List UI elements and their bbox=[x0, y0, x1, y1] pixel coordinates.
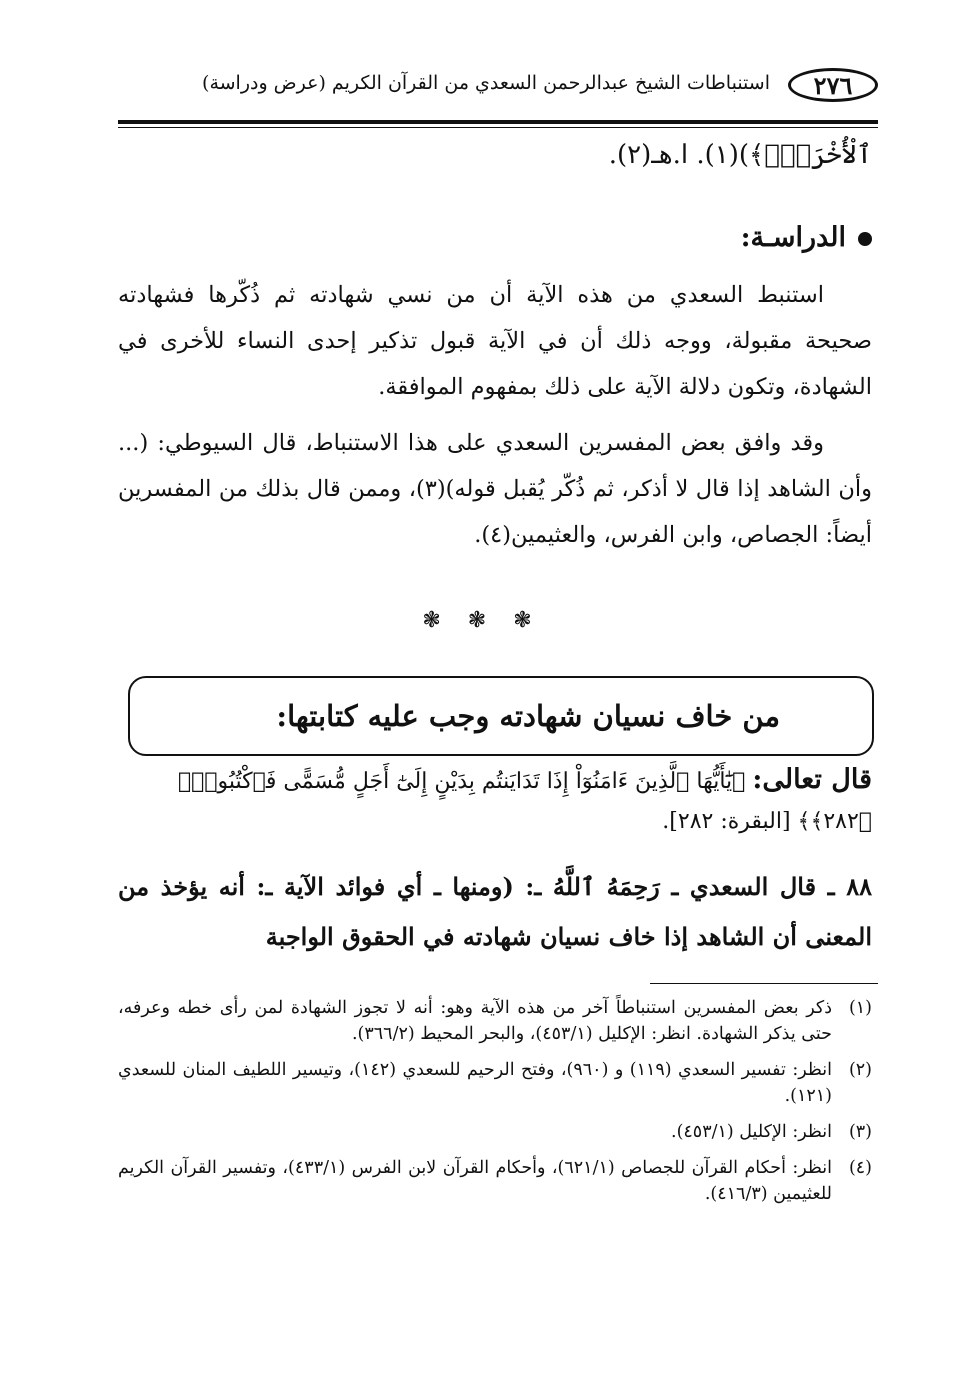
footnote-1 bbox=[118, 995, 872, 1047]
footnote-2 bbox=[118, 1057, 872, 1109]
footnote-text: انظر: تفسير السعدي (١١٩) و (٩٦٠)، وفتح الرحيم للسعدي (١٤٢)، وتيسير اللطيف المنان للسعدي (١٢١). bbox=[118, 1060, 832, 1106]
running-title: استنباطات الشيخ عبدالرحمن السعدي من القرآن الكريم (عرض ودراسة) bbox=[202, 72, 770, 94]
quote-continuation: ٱلْأُخْرَىٰۚ﴾)(١). ا.هـ(٢). bbox=[608, 140, 872, 170]
footnote-text: انظر: الإكليل (٤٥٣/١). bbox=[671, 1122, 832, 1142]
page-number: ٢٧٦ bbox=[788, 68, 878, 102]
footnote-rule bbox=[650, 983, 878, 984]
header-rule-thin bbox=[118, 127, 878, 128]
page-header bbox=[118, 66, 878, 110]
study-heading-text: الدراسـة: bbox=[740, 222, 846, 253]
header-rule-thick bbox=[118, 120, 878, 124]
study-paragraph-2: وقد وافق بعض المفسرين السعدي على هذا الاستنباط، قال السيوطي: (... وأن الشاهد إذا قال لا أذكر، ثم ذُكّر يُقبل قوله)(٣)، وممن قال بذلك من المفسرين أيضاً: الجصاص، وابن الفرس، والعثيمين(٤). bbox=[118, 430, 872, 548]
study-heading bbox=[741, 222, 872, 253]
footnote-4 bbox=[118, 1155, 872, 1207]
footnote-mark: (٢) bbox=[848, 1060, 872, 1080]
verse-intro: قال تعالى: bbox=[752, 764, 872, 795]
study-paragraph-1: استنبط السعدي من هذه الآية أن من نسي شهادته ثم ذُكّرها فشهادته صحيحة مقبولة، ووجه ذلك أن في الآية قبول تذكير إحدى النساء للأخرى في الشهادة، وتكون دلالة الآية على ذلك بمفهوم الموافقة. bbox=[118, 282, 872, 400]
item-88-text: ٨٨ ـ قال السعدي ـ رَحِمَهُ ٱللَّهُ ـ: (ومنها ـ أي فوائد الآية ـ: أنه يؤخذ من المعنى أن الشاهد إذا خاف نسيان شهادته في الحقوق الواجبة bbox=[118, 872, 872, 951]
footnote-mark: (٣) bbox=[848, 1122, 872, 1142]
footnote-text: ذكر بعض المفسرين استنباطاً آخر من هذه الآية وهو: أنه لا تجوز الشهادة لمن رأى خطه وعرفه، حتى يذكر الشهادة. انظر: الإكليل (٤٥٣/١)، والبحر المحيط (٣٦٦/٢). bbox=[118, 998, 832, 1044]
section-separator: ❃ ❃ ❃ bbox=[422, 608, 542, 633]
footnotes bbox=[118, 995, 872, 1217]
section-title: من خاف نسيان شهادته وجب عليه كتابتها: bbox=[276, 699, 780, 733]
section-title-box bbox=[128, 676, 874, 756]
bullet-icon bbox=[858, 232, 872, 246]
footnote-3 bbox=[118, 1119, 872, 1145]
footnote-mark: (٤) bbox=[848, 1158, 872, 1178]
quran-verse bbox=[118, 760, 872, 842]
footnote-mark: (١) bbox=[848, 998, 872, 1018]
footnote-text: انظر: أحكام القرآن للجصاص (٦٢١/١)، وأحكام القرآن لابن الفرس (٤٣٣/١)، وتفسير القرآن الكريم للعثيمين (٤١٦/٣). bbox=[118, 1158, 833, 1204]
verse-text: ﴿يَٰٓأَيُّهَا ٱلَّذِينَ ءَامَنُوٓاْ إِذَا تَدَايَنتُم بِدَيْنٍ إِلَىٰٓ أَجَلٍ مُّسَمًّى فَٱكْتُبُوهُۚ ﴿٢٨٢﴾﴾ [البقرة: ٢٨٢]. bbox=[177, 769, 872, 834]
